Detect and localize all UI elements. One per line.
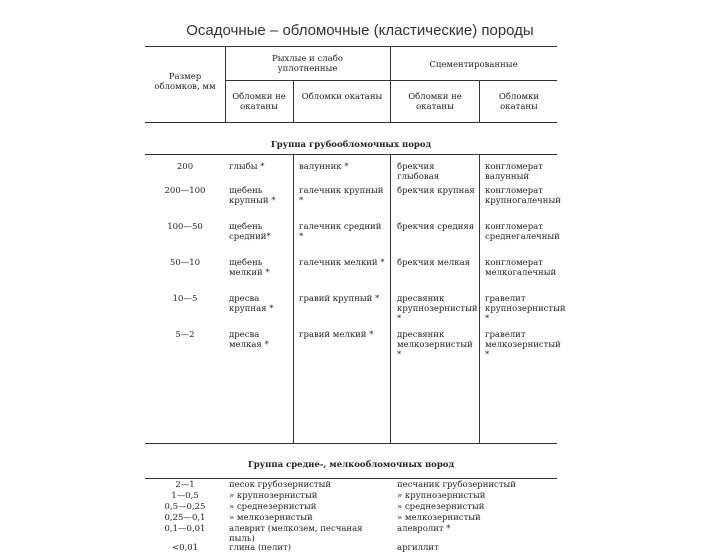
- size-cell: 0,1—0,01: [164, 524, 206, 534]
- rock-name-cell: аргиллит: [397, 543, 439, 553]
- rock-name-cell: алевролит *: [397, 524, 451, 534]
- rock-name-cell: щебень крупный *: [229, 186, 276, 206]
- rock-name-cell: гравелит крупнозернистый *: [485, 294, 566, 324]
- rock-name-cell: дресва крупная *: [229, 294, 274, 314]
- rock-name-cell: брекчия крупная: [397, 186, 475, 196]
- size-cell: 5—2: [175, 330, 195, 340]
- rock-name-cell: песок грубозернистый: [229, 480, 332, 490]
- loose-subcolumn-rule: [293, 154, 294, 443]
- subheader-rounded: Обломки окатаны: [301, 92, 383, 102]
- rock-name-cell: » среднезернистый: [397, 502, 485, 512]
- section-divider-rule: [145, 443, 557, 444]
- header-bottom-rule: [145, 122, 557, 123]
- size-cell: 0,5—0,25: [164, 502, 206, 512]
- size-cell: 0,25—0,1: [164, 513, 206, 523]
- rock-name-cell: щебень средний*: [229, 222, 271, 242]
- rock-name-cell: глина (пелит): [229, 543, 292, 553]
- rock-name-cell: брекчия глыбовая: [397, 162, 440, 182]
- size-cell: 10—5: [172, 294, 198, 304]
- rock-name-cell: конгломерат среднегалечный: [485, 222, 560, 242]
- rock-name-cell: брекчия средняя: [397, 222, 475, 232]
- fine-group-rule: [145, 478, 557, 479]
- rock-name-cell: » мелкозернистый: [229, 513, 313, 523]
- size-cell: 50—10: [169, 258, 201, 268]
- rock-name-cell: валунник *: [299, 162, 349, 172]
- size-cell: 100—50: [167, 222, 203, 232]
- cemented-group-header: Сцементированные: [429, 60, 518, 70]
- loose-group-header: Рыхлые и слабо уплотненные: [271, 54, 343, 74]
- coarse-group-rule: [145, 154, 557, 155]
- slide-title: Осадочные – обломочные (кластические) породы: [186, 22, 534, 39]
- subheader-not-rounded: Обломки не окатаны: [232, 92, 286, 112]
- size-cell: 200: [176, 162, 194, 172]
- classification-table: [145, 46, 566, 553]
- subheader-rounded: Обломки окатаны: [498, 92, 540, 112]
- rock-name-cell: дресвяник мелкозернистый *: [397, 330, 473, 360]
- rock-name-cell: глыбы *: [229, 162, 265, 172]
- size-column-rule: [225, 46, 226, 122]
- rock-name-cell: галечник мелкий *: [299, 258, 385, 268]
- coarse-group-title: Группа грубообломочных пород: [270, 140, 432, 150]
- size-cell: 2—1: [175, 480, 195, 490]
- rock-name-cell: гравелит мелкозернистый *: [485, 330, 561, 360]
- size-cell: 200—100: [164, 186, 206, 196]
- cemented-subcolumn-rule: [479, 154, 480, 443]
- size-cell: 1—0,5: [171, 491, 199, 501]
- rock-name-cell: гравий мелкий *: [299, 330, 374, 340]
- loose-cemented-divider: [390, 154, 391, 443]
- rock-name-cell: » крупнозернистый: [229, 491, 318, 501]
- table-top-rule: [145, 46, 557, 47]
- subheader-not-rounded: Обломки не окатаны: [408, 92, 462, 112]
- rock-name-cell: конгломерат крупногалечный: [485, 186, 561, 206]
- rock-name-cell: гравий крупный *: [299, 294, 380, 304]
- size-cell: <0,01: [171, 543, 199, 553]
- rock-name-cell: дресвяник крупнозернистый *: [397, 294, 478, 324]
- rock-name-cell: дресва мелкая *: [229, 330, 269, 350]
- header-group-rule: [225, 80, 557, 81]
- rock-name-cell: щебень мелкий *: [229, 258, 270, 278]
- rock-name-cell: алеврит (мелкозем, песчаная пыль): [229, 524, 363, 544]
- loose-cemented-divider: [390, 46, 391, 122]
- rock-name-cell: конгломерат мелкогалечный: [485, 258, 557, 278]
- rock-name-cell: галечник крупный *: [299, 186, 384, 206]
- rock-name-cell: » среднезернистый: [229, 502, 317, 512]
- rock-name-cell: галечник средний *: [299, 222, 382, 242]
- size-column-header: Размер обломков, мм: [154, 72, 216, 92]
- rock-name-cell: песчаник грубозернистый: [397, 480, 516, 490]
- rock-name-cell: конгломерат валунный: [485, 162, 543, 182]
- rock-name-cell: брекчия мелкая: [397, 258, 471, 268]
- rock-name-cell: » мелкозернистый: [397, 513, 481, 523]
- loose-subcolumn-rule: [293, 80, 294, 122]
- fine-group-title: Группа средне-, мелкообломочных пород: [247, 460, 455, 470]
- rock-name-cell: » крупнозернистый: [397, 491, 486, 501]
- cemented-subcolumn-rule: [479, 80, 480, 122]
